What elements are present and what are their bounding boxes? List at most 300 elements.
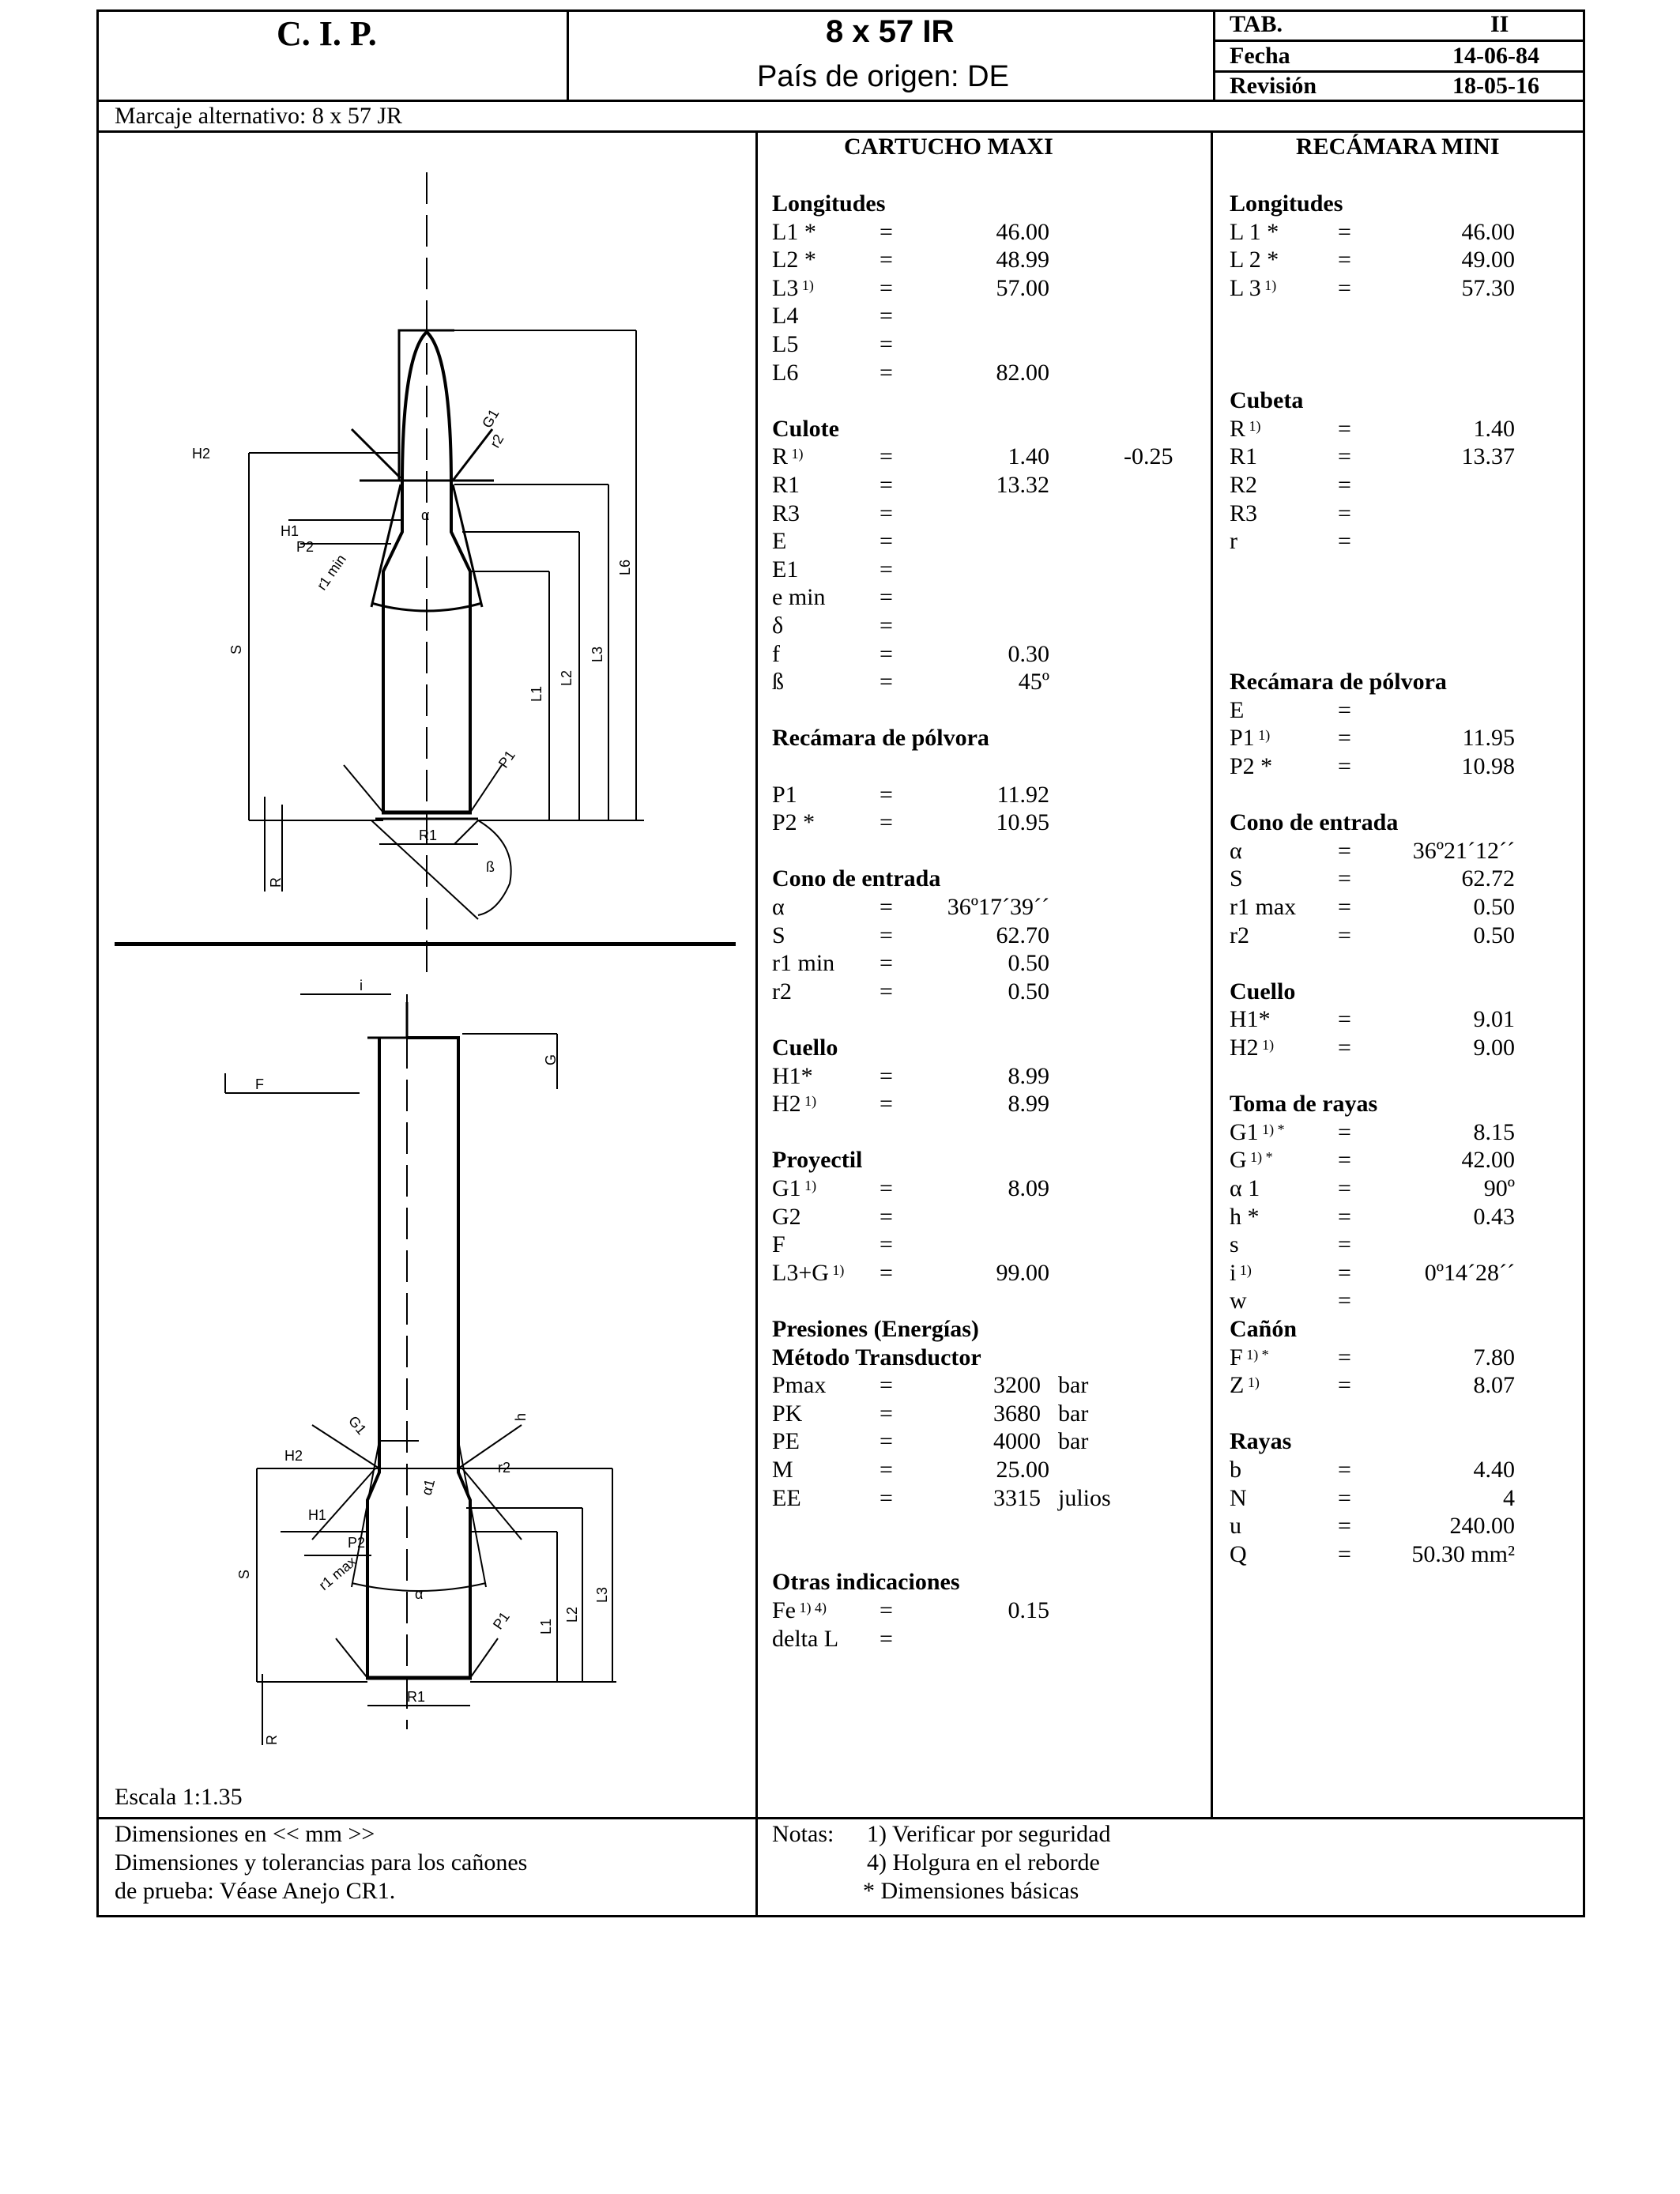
cartucho-section-heading: Presiones (Energías) [772, 1316, 979, 1342]
top-label-l1: L1 [529, 685, 544, 702]
cartucho-section-heading: Proyectil [772, 1147, 863, 1174]
dimension-label [772, 274, 814, 303]
cartucho-dimension-row [772, 246, 1203, 274]
dimension-label [1230, 1231, 1239, 1259]
top-label-r1min: r1 min [313, 551, 349, 594]
footnote-marker: 1) * [1246, 1149, 1273, 1166]
top-label-l3: L3 [590, 646, 605, 662]
equals-sign: = [880, 809, 893, 836]
dimension-label [772, 359, 798, 387]
alt-marking: Marcaje alternativo: 8 x 57 JR [115, 103, 403, 129]
recamara-dimension-row [1230, 1456, 1561, 1484]
dimension-value: 8.07 [1473, 1372, 1515, 1399]
recamara-dimension-row [1230, 1203, 1561, 1231]
dimension-label-text: delta L [772, 1625, 839, 1652]
cartucho-section-subheading: Método Transductor [772, 1344, 981, 1370]
dimension-label [772, 302, 798, 330]
dimension-label [772, 556, 798, 584]
dimension-value: 62.70 [996, 922, 1049, 948]
fecha-label: Fecha [1230, 43, 1290, 69]
equals-sign: = [880, 528, 893, 555]
dimension-label [1230, 1540, 1247, 1569]
dimension-label-text: R2 [1230, 472, 1258, 498]
dimension-value: 10.98 [1461, 753, 1515, 779]
recamara-dimension-row [1230, 1484, 1561, 1513]
equals-sign: = [1338, 528, 1351, 555]
dimension-label [772, 527, 786, 556]
cartucho-section-heading: Cono de entrada [772, 865, 941, 892]
cartucho-dimension-row [772, 978, 1203, 1006]
dimension-value: 0.15 [1008, 1597, 1049, 1623]
header-divider-2 [1213, 9, 1215, 101]
dimension-label-text: PK [772, 1400, 803, 1427]
dimension-label [1230, 865, 1243, 893]
footer-top-border [96, 1817, 1585, 1819]
recamara-section-heading: Cubeta [1230, 387, 1304, 414]
dimension-label-text: b [1230, 1457, 1241, 1483]
recamara-dimension-row [1230, 922, 1561, 950]
dimension-label-text: P2 * [772, 809, 816, 836]
equals-sign: = [880, 640, 893, 667]
cartucho-dimension-row [772, 1400, 1203, 1428]
dimension-value: 45º [1018, 669, 1049, 696]
cartucho-dimension-row [772, 274, 1203, 303]
footnote-marker: 1) 4) [796, 1600, 827, 1615]
country-of-origin: País de origen: DE [757, 60, 1009, 93]
dimension-label [772, 612, 783, 640]
dimension-label [1230, 696, 1244, 725]
cartucho-dimension-row [772, 781, 1203, 809]
equals-sign: = [1338, 247, 1351, 273]
dimension-label [772, 893, 785, 922]
equals-sign: = [1338, 1203, 1351, 1230]
footnote-marker: 1) * [1242, 1346, 1269, 1363]
dimension-value: 8.99 [1008, 1091, 1049, 1118]
equals-sign: = [880, 613, 893, 639]
bottom-label-l1: L1 [538, 1618, 554, 1634]
dimension-label [772, 1596, 827, 1625]
recamara-dimension-row [1230, 696, 1561, 725]
tab-value: II [1490, 11, 1509, 37]
bottom-label-h1: H1 [308, 1507, 327, 1523]
bottom-label-h2: H2 [284, 1448, 303, 1464]
cip-title: C. I. P. [277, 14, 377, 53]
dimension-value: 1.40 [1008, 443, 1049, 470]
dimension-label [1230, 837, 1242, 865]
equals-sign: = [1338, 274, 1351, 301]
dimension-label [772, 583, 826, 612]
equals-sign: = [1338, 415, 1351, 442]
dimension-value: 9.00 [1473, 1035, 1515, 1061]
top-label-l6: L6 [617, 559, 633, 575]
cartucho-dimension-row [772, 893, 1203, 922]
dimension-value: 7.80 [1473, 1344, 1515, 1370]
equals-sign: = [1338, 837, 1351, 864]
equals-sign: = [880, 1091, 893, 1118]
dimension-label [772, 1456, 793, 1484]
recamara-section-heading: Cañón [1230, 1316, 1298, 1342]
dimension-value: 36º21´12´´ [1412, 837, 1515, 864]
recamara-section-heading: Cono de entrada [1230, 809, 1399, 836]
cartucho-dimension-row [772, 1203, 1203, 1231]
dimension-value: 4 [1503, 1484, 1515, 1511]
dimension-label [772, 499, 800, 528]
dimension-label-text: P2 * [1230, 753, 1273, 779]
equals-sign: = [880, 1259, 893, 1286]
bottom-label-f: F [255, 1076, 264, 1092]
equals-sign: = [880, 1457, 893, 1483]
equals-sign: = [880, 894, 893, 920]
cartucho-dimension-row [772, 1456, 1203, 1484]
dimension-label-text: R3 [1230, 499, 1258, 526]
dimension-label [772, 781, 797, 809]
dimension-label [1230, 1203, 1260, 1231]
dimension-extra: bar [1058, 1428, 1089, 1455]
dimension-label [1230, 527, 1237, 556]
dimension-label [1230, 218, 1279, 247]
equals-sign: = [1338, 443, 1351, 470]
equals-sign: = [1338, 1513, 1351, 1540]
cartucho-dimension-row [772, 640, 1203, 669]
recamara-dimension-row [1230, 471, 1561, 499]
equals-sign: = [880, 1231, 893, 1258]
equals-sign: = [880, 472, 893, 498]
dimension-label-text: L 2 * [1230, 247, 1279, 273]
equals-sign: = [1338, 1035, 1351, 1061]
footnote-marker: 1) [798, 277, 814, 293]
equals-sign: = [880, 218, 893, 245]
equals-sign: = [1338, 1540, 1351, 1567]
right-border [1583, 9, 1585, 1917]
dimension-value: 3680 [993, 1400, 1041, 1427]
dimension-label [1230, 246, 1279, 274]
equals-sign: = [1338, 753, 1351, 779]
equals-sign: = [1338, 696, 1351, 723]
dimension-label [1230, 443, 1257, 471]
cartucho-dimension-row [772, 809, 1203, 837]
dimension-label-text: Pmax [772, 1372, 827, 1399]
dimension-label [772, 330, 798, 359]
dimension-label [1230, 415, 1261, 443]
equals-sign: = [880, 922, 893, 948]
dimension-value: 4.40 [1473, 1457, 1515, 1483]
footnote-marker: 1) [800, 1178, 817, 1193]
equals-sign: = [1338, 1231, 1351, 1258]
cartucho-title: CARTUCHO MAXI [844, 134, 1053, 160]
caliber-title: 8 x 57 IR [826, 14, 955, 49]
bottom-label-r1: R1 [407, 1689, 426, 1705]
note-4: 4) Holgura en el reborde [867, 1849, 1100, 1875]
dimension-value: 50.30 mm² [1411, 1540, 1515, 1567]
dimension-label-text: Fe [772, 1597, 796, 1623]
recamara-section-heading: Toma de rayas [1230, 1091, 1378, 1118]
cartucho-dimension-row [772, 1174, 1203, 1203]
recamara-dimension-row [1230, 218, 1561, 247]
dimension-value: 11.95 [1462, 725, 1515, 752]
cartucho-dimension-row [772, 1427, 1203, 1456]
cartucho-dimension-row [772, 1090, 1203, 1118]
cartucho-section-heading: Recámara de pólvora [772, 725, 989, 752]
tab-label: TAB. [1230, 11, 1283, 37]
cartucho-dimension-row [772, 359, 1203, 387]
dimension-label [1230, 752, 1272, 781]
notes-label: Notas: [772, 1821, 834, 1847]
top-label-alpha: α [421, 507, 430, 523]
equals-sign: = [880, 247, 893, 273]
dimension-value: 0.50 [1473, 894, 1515, 920]
dimension-label [1230, 1456, 1241, 1484]
footnote-marker: 1) [788, 446, 804, 462]
dimension-label-text: P1 [1230, 725, 1255, 752]
bottom-p1-leader-l [336, 1638, 367, 1678]
dimension-label [1230, 1259, 1252, 1287]
dimension-value: 13.32 [996, 472, 1049, 498]
dimension-label [1230, 499, 1257, 528]
dimension-label [772, 668, 784, 696]
equals-sign: = [880, 978, 893, 1005]
dimension-label-text: u [1230, 1513, 1241, 1540]
cartucho-dimension-row [772, 499, 1203, 528]
dimension-label [772, 1231, 785, 1259]
body-divider-2 [1211, 130, 1213, 1819]
equals-sign: = [880, 669, 893, 696]
footer-bottom-border [96, 1915, 1585, 1917]
dimension-label [772, 1400, 802, 1428]
revision-label: Revisión [1230, 73, 1317, 99]
dimension-label-text: L1 * [772, 218, 816, 245]
recamara-dimension-row [1230, 1540, 1561, 1569]
dimension-label [772, 1203, 801, 1231]
dimension-label-text: F [1230, 1344, 1243, 1370]
cartridge-drawings [99, 133, 755, 1816]
equals-sign: = [1338, 1118, 1351, 1145]
dimension-label-text: e min [772, 584, 826, 611]
bottom-label-alpha: α [415, 1586, 424, 1602]
dimension-label-text: E1 [772, 556, 799, 582]
dimension-value: 0º14´28´´ [1424, 1259, 1515, 1286]
equals-sign: = [880, 443, 893, 470]
dimension-label [1230, 724, 1270, 752]
equals-sign: = [1338, 922, 1351, 948]
top-p1-leader [470, 765, 502, 812]
recamara-dimension-row [1230, 1231, 1561, 1259]
equals-sign: = [1338, 725, 1351, 752]
equals-sign: = [880, 1625, 893, 1652]
dimension-label-text: H1* [1230, 1006, 1271, 1033]
dimension-label [772, 1427, 800, 1456]
top-label-r: R [268, 877, 284, 888]
dimension-label-text: δ [772, 613, 784, 639]
equals-sign: = [880, 1484, 893, 1511]
dimension-label-text: R [1230, 415, 1246, 442]
dimension-value: 57.00 [996, 274, 1049, 301]
dimension-value: 8.09 [1008, 1175, 1049, 1201]
top-label-h2: H2 [192, 446, 211, 462]
dimension-label-text: r1 min [772, 950, 835, 977]
equals-sign: = [1338, 499, 1351, 526]
header-divider-1 [567, 9, 569, 101]
revision-value: 18-05-16 [1452, 73, 1539, 99]
dimension-extra: -0.25 [1124, 443, 1173, 470]
dimension-value: 0.50 [1008, 978, 1049, 1005]
equals-sign: = [880, 1372, 893, 1399]
recamara-dimension-row [1230, 837, 1561, 865]
cartucho-dimension-row [772, 1259, 1203, 1287]
top-label-r1: R1 [419, 827, 438, 843]
cartucho-dimension-row [772, 668, 1203, 696]
dimension-label-text: s [1230, 1231, 1239, 1258]
dimension-label-text: r [1230, 528, 1237, 555]
dimension-label-text: L2 * [772, 247, 816, 273]
bottom-label-r: R [264, 1735, 280, 1745]
dimension-value: 99.00 [996, 1259, 1049, 1286]
dimension-label [1230, 893, 1296, 922]
dimension-value: 62.72 [1461, 865, 1515, 892]
dimension-label [1230, 1484, 1247, 1513]
footnote-marker: 1) [800, 1093, 817, 1110]
equals-sign: = [880, 584, 893, 611]
cartucho-section-heading: Cuello [772, 1035, 838, 1061]
dimension-label-text: L5 [772, 331, 799, 357]
recamara-dimension-row [1230, 443, 1561, 471]
recamara-dimension-row [1230, 1146, 1561, 1174]
dimension-label [1230, 1512, 1241, 1540]
equals-sign: = [1338, 218, 1351, 245]
dimension-label-text: P1 [772, 781, 797, 808]
dimension-value: 0.43 [1473, 1203, 1515, 1230]
recamara-dimension-row [1230, 1512, 1561, 1540]
bottom-bore-left [367, 1038, 379, 1678]
bottom-label-l3: L3 [594, 1586, 610, 1603]
recamara-dimension-row [1230, 1118, 1561, 1147]
bottom-cone-r [458, 1441, 486, 1587]
top-label-h1: H1 [281, 523, 299, 539]
equals-sign: = [880, 303, 893, 330]
dimension-extra: julios [1058, 1484, 1111, 1511]
dimension-label-text: M [772, 1457, 793, 1483]
note-star: * Dimensiones básicas [863, 1878, 1079, 1904]
equals-sign: = [1338, 1372, 1351, 1399]
equals-sign: = [1338, 1287, 1351, 1314]
dimension-label-text: G1 [772, 1175, 801, 1201]
top-case-left [383, 484, 402, 812]
dimension-label [772, 949, 834, 978]
dimension-label [772, 1090, 816, 1118]
dimension-label [772, 443, 804, 471]
dimension-value: 8.15 [1473, 1118, 1515, 1145]
cartucho-dimension-row [772, 443, 1203, 471]
dimension-label-text: G [1230, 1147, 1247, 1174]
note-1: 1) Verificar por seguridad [867, 1821, 1111, 1847]
equals-sign: = [1338, 1175, 1351, 1201]
dimension-label [772, 1259, 844, 1287]
dimension-label [772, 809, 815, 837]
footer-tolerances-1: Dimensiones y tolerancias para los cañones [115, 1849, 528, 1875]
cartucho-dimension-row [772, 1596, 1203, 1625]
recamara-dimension-row [1230, 274, 1561, 303]
equals-sign: = [880, 1203, 893, 1230]
recamara-dimension-row [1230, 893, 1561, 922]
recamara-dimension-row [1230, 1371, 1561, 1400]
equals-sign: = [880, 1175, 893, 1201]
equals-sign: = [1338, 1484, 1351, 1511]
cartucho-dimension-row [772, 1484, 1203, 1513]
footnote-marker: 1) [1245, 417, 1261, 434]
dimension-value: 4000 [993, 1428, 1041, 1455]
equals-sign: = [1338, 865, 1351, 892]
dimension-label-text: r1 max [1230, 894, 1297, 920]
top-label-r2: r2 [487, 432, 507, 450]
bottom-label-g: G [543, 1054, 559, 1065]
dimension-label-text: G2 [772, 1203, 801, 1230]
dimension-extra: bar [1058, 1400, 1089, 1427]
dimension-label [772, 978, 792, 1006]
dimension-label-text: α [772, 894, 785, 920]
bottom-label-p2: P2 [348, 1535, 366, 1551]
dimension-value: 25.00 [996, 1457, 1049, 1483]
cartucho-section-heading: Otras indicaciones [772, 1569, 960, 1596]
dimension-label-text: h * [1230, 1203, 1260, 1230]
bottom-label-p1: P1 [489, 1608, 513, 1633]
dimension-label [772, 1484, 801, 1513]
cartucho-dimension-row [772, 612, 1203, 640]
equals-sign: = [880, 1062, 893, 1089]
equals-sign: = [1338, 894, 1351, 920]
dimension-label-text: f [772, 640, 780, 667]
dimension-label [1230, 1371, 1260, 1400]
footer-tolerances-2: de prueba: Véase Anejo CR1. [115, 1878, 396, 1904]
top-label-beta: ß [486, 859, 495, 875]
bottom-label-s: S [236, 1569, 252, 1579]
dimension-value: 240.00 [1449, 1513, 1515, 1540]
equals-sign: = [880, 781, 893, 808]
dimension-label-text: E [772, 528, 787, 555]
dimension-label-text: EE [772, 1484, 801, 1511]
dimension-label-text: r2 [772, 978, 792, 1005]
dimension-label [772, 922, 785, 950]
dimension-value: 90º [1483, 1175, 1515, 1201]
top-label-g1: G1 [479, 406, 503, 431]
dimension-label-text: Q [1230, 1540, 1247, 1567]
recamara-dimension-row [1230, 1287, 1561, 1315]
dimension-label [1230, 1344, 1269, 1372]
bottom-label-r2: r2 [498, 1460, 511, 1476]
dimension-label-text: S [772, 922, 785, 948]
recamara-dimension-row [1230, 1005, 1561, 1034]
equals-sign: = [1338, 1344, 1351, 1370]
equals-sign: = [880, 331, 893, 357]
recamara-dimension-row [1230, 724, 1561, 752]
cartucho-dimension-row [772, 218, 1203, 247]
recamara-dimension-row [1230, 499, 1561, 528]
top-label-p2: P2 [296, 539, 315, 555]
bottom-label-h: h [513, 1412, 529, 1421]
dimension-label-text: H1* [772, 1062, 813, 1089]
cartucho-dimension-row [772, 1625, 1203, 1653]
dimension-value: 46.00 [996, 218, 1049, 245]
dimension-label-text: r2 [1230, 922, 1249, 948]
bottom-g1-r [458, 1425, 522, 1468]
recamara-dimension-row [1230, 1174, 1561, 1203]
equals-sign: = [880, 274, 893, 301]
dimension-value: 11.92 [996, 781, 1049, 808]
recamara-title: RECÁMARA MINI [1296, 134, 1500, 160]
dimension-label-text: E [1230, 696, 1245, 723]
dimension-label [772, 1371, 826, 1400]
dimension-label-text: L3+G [772, 1259, 829, 1286]
dimension-value: 49.00 [1461, 247, 1515, 273]
recamara-dimension-row [1230, 246, 1561, 274]
